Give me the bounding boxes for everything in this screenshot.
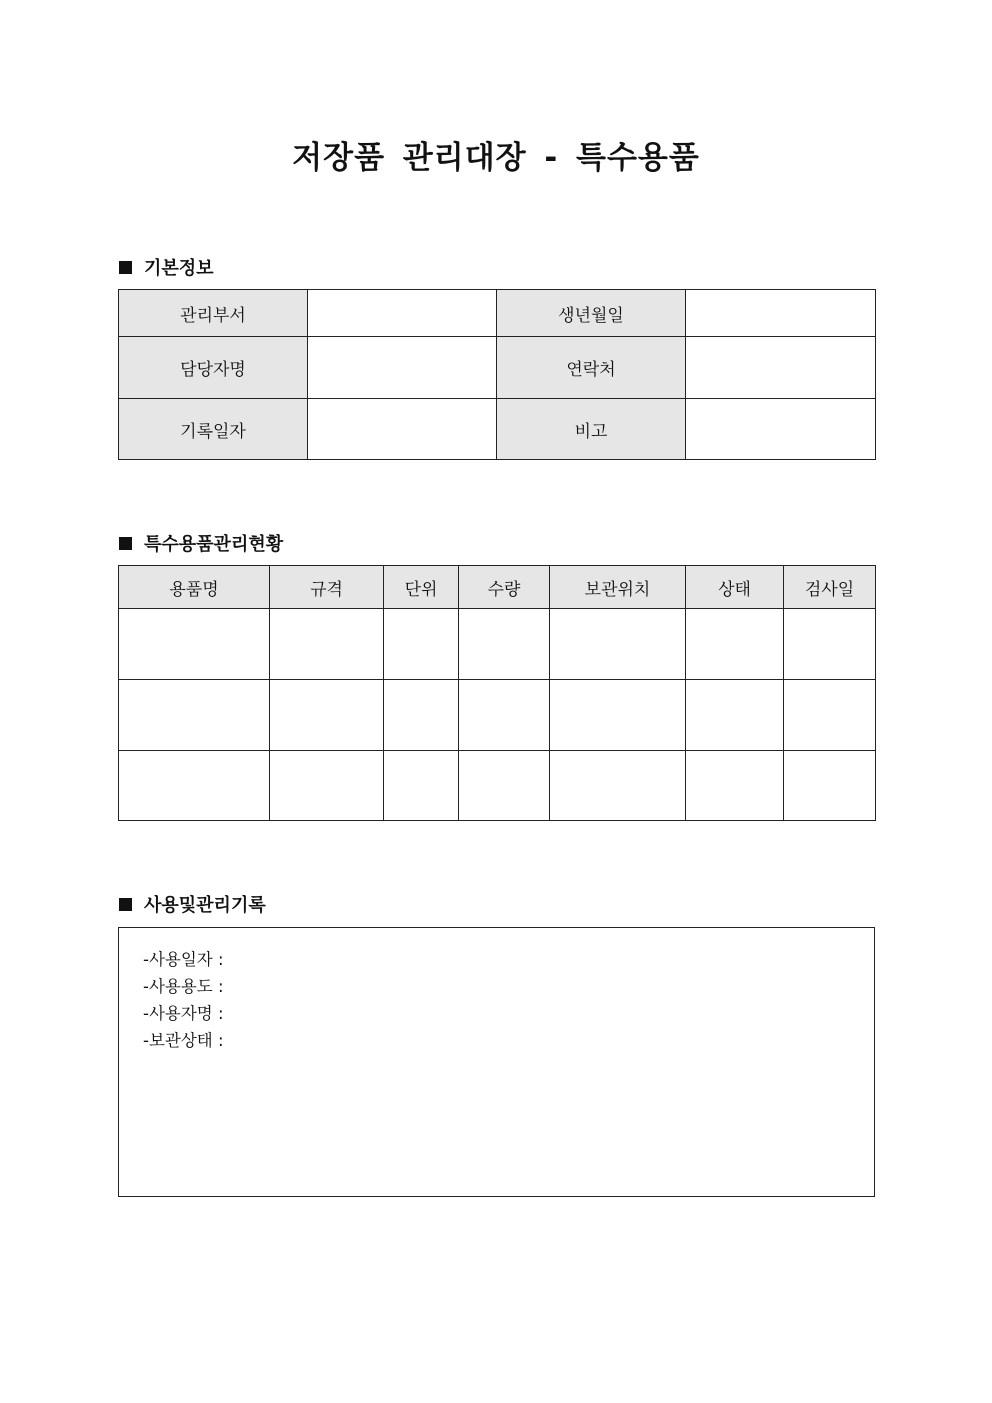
table-cell[interactable] <box>550 609 686 680</box>
section-title: 사용및관리기록 <box>144 895 266 916</box>
basic-info-table <box>118 289 876 460</box>
table-cell[interactable] <box>686 609 784 680</box>
storage-status-line: -보관상태 : <box>143 1031 224 1050</box>
usage-record-list <box>143 946 874 1054</box>
column-header: 규격 <box>270 566 384 609</box>
table-cell[interactable] <box>384 609 459 680</box>
table-cell[interactable] <box>119 680 270 751</box>
column-header: 보관위치 <box>550 566 686 609</box>
section-heading-usage-record <box>119 891 266 917</box>
column-header: 용품명 <box>119 566 270 609</box>
table-row <box>119 751 876 821</box>
column-header: 상태 <box>686 566 784 609</box>
table-cell[interactable] <box>270 680 384 751</box>
table-cell[interactable] <box>119 609 270 680</box>
user-name-line: -사용자명 : <box>143 1004 224 1023</box>
table-cell[interactable] <box>384 751 459 821</box>
table-row <box>119 290 876 337</box>
table-cell[interactable] <box>784 751 876 821</box>
section-title: 기본정보 <box>144 258 214 279</box>
table-cell[interactable] <box>459 680 550 751</box>
square-bullet-icon <box>119 537 132 550</box>
table-row <box>119 337 876 399</box>
field-label: 비고 <box>497 399 686 460</box>
table-cell[interactable] <box>550 680 686 751</box>
table-cell[interactable] <box>459 609 550 680</box>
table-cell[interactable] <box>119 751 270 821</box>
field-value-note[interactable] <box>686 399 876 460</box>
field-label: 담당자명 <box>119 337 308 399</box>
table-cell[interactable] <box>784 680 876 751</box>
table-row <box>119 680 876 751</box>
usage-record-box[interactable] <box>118 927 875 1197</box>
section-heading-basic-info <box>119 254 214 280</box>
field-label: 기록일자 <box>119 399 308 460</box>
field-value-contact[interactable] <box>686 337 876 399</box>
field-label: 생년월일 <box>497 290 686 337</box>
column-header: 단위 <box>384 566 459 609</box>
table-cell[interactable] <box>459 751 550 821</box>
table-header-row <box>119 566 876 609</box>
field-value-dept[interactable] <box>308 290 497 337</box>
usage-date-line: -사용일자 : <box>143 950 224 969</box>
field-label: 관리부서 <box>119 290 308 337</box>
table-cell[interactable] <box>270 751 384 821</box>
column-header: 검사일 <box>784 566 876 609</box>
table-cell[interactable] <box>686 680 784 751</box>
section-heading-status <box>119 530 283 556</box>
table-row <box>119 399 876 460</box>
field-value-manager[interactable] <box>308 337 497 399</box>
field-value-record-date[interactable] <box>308 399 497 460</box>
table-cell[interactable] <box>550 751 686 821</box>
usage-purpose-line: -사용용도 : <box>143 977 224 996</box>
field-label: 연락처 <box>497 337 686 399</box>
table-row <box>119 609 876 680</box>
section-title: 특수용품관리현황 <box>144 534 284 555</box>
table-cell[interactable] <box>686 751 784 821</box>
document-title: 저장품 관리대장 - 특수용품 <box>292 140 700 176</box>
table-cell[interactable] <box>270 609 384 680</box>
status-table <box>118 565 876 821</box>
square-bullet-icon <box>119 261 132 274</box>
column-header: 수량 <box>459 566 550 609</box>
square-bullet-icon <box>119 898 132 911</box>
field-value-birthdate[interactable] <box>686 290 876 337</box>
table-cell[interactable] <box>384 680 459 751</box>
table-cell[interactable] <box>784 609 876 680</box>
